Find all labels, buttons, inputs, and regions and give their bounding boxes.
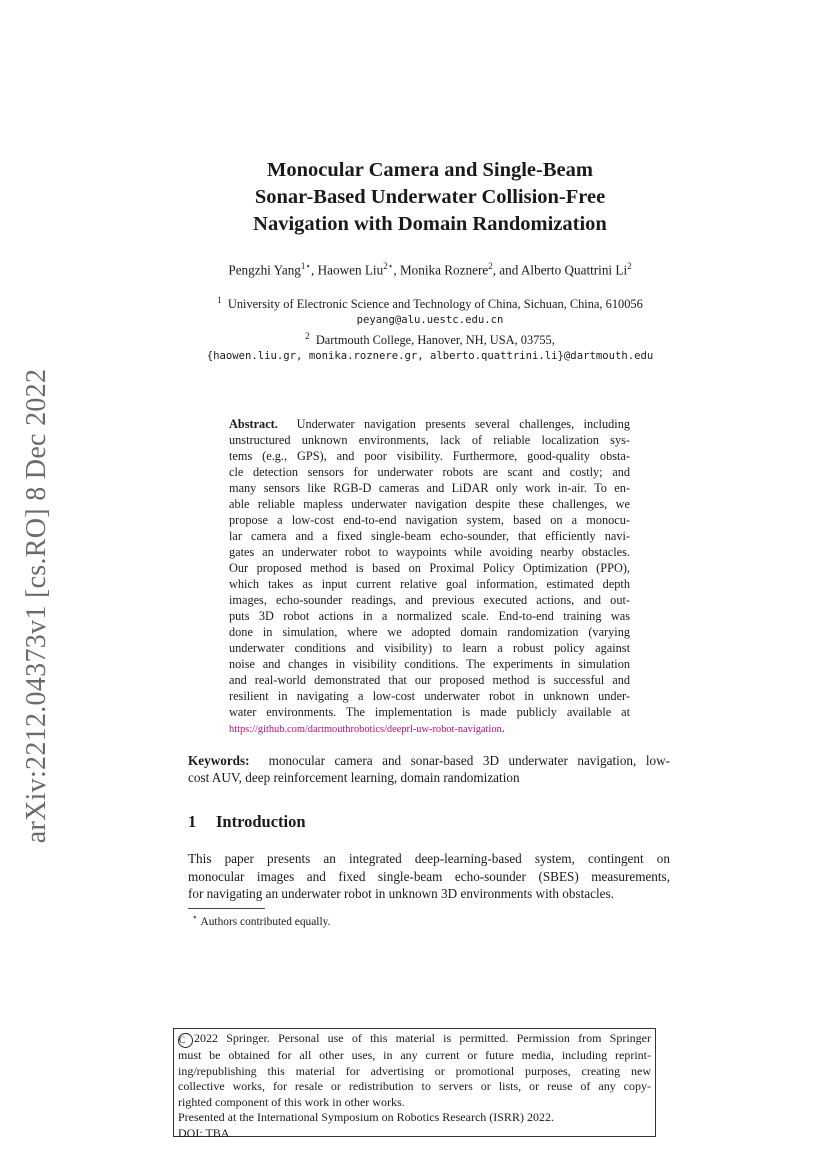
abstract-line: many sensors like RGB-D cameras and LiDAR only work in-air. To en- xyxy=(229,481,630,495)
author-separator: , and xyxy=(492,262,521,278)
arxiv-id[interactable]: arXiv:2212.04373v1 [cs.RO] 8 Dec 2022 xyxy=(21,368,52,844)
keywords-label: Keywords: xyxy=(188,753,250,768)
footnote xyxy=(192,912,330,928)
intro-line: This paper presents an integrated deep-learning-based system, contingent on xyxy=(188,851,670,866)
github-link[interactable]: https://github.com/dartmouthrobotics/deeprl-uw-robot-navigation xyxy=(229,724,502,735)
paper-title xyxy=(180,157,680,238)
affiliation-text: University of Electronic Science and Technology of China, Sichuan, China, 610056 xyxy=(227,297,643,312)
author-separator: , xyxy=(393,262,400,278)
keywords-line: cost AUV, deep reinforcement learning, domain randomization xyxy=(188,770,520,785)
author-separator: , xyxy=(311,262,318,278)
title-line: Monocular Camera and Single-Beam xyxy=(267,159,593,181)
intro-line: monocular images and fixed single-beam echo-sounder (SBES) measurements, xyxy=(188,868,670,884)
copyright-line: righted component of this work in other works. xyxy=(178,1094,405,1109)
abstract-line: water environments. The implementation is made publicly available at xyxy=(229,705,630,719)
section-heading xyxy=(188,812,306,832)
author-name: Alberto Quattrini Li xyxy=(520,262,628,278)
affiliation-number: 1 xyxy=(217,295,222,305)
affiliations xyxy=(150,292,710,364)
copyright-line: ing/republishing this material for advertising or promotional purposes, creating new xyxy=(178,1063,651,1078)
abstract-line: lar camera and a fixed single-beam echo-sounder, that efficiently navi- xyxy=(229,529,630,543)
affiliation-text: Dartmouth College, Hanover, NH, USA, 03755, xyxy=(315,333,555,348)
abstract-line: propose a low-cost end-to-end navigation system, based on a monocu- xyxy=(229,513,630,527)
affiliation-email[interactable]: peyang@alu.uestc.edu.cn xyxy=(356,314,504,327)
author-name: Haowen Liu xyxy=(317,262,384,278)
intro-line: for navigating an underwater robot in unknown 3D environments with obstacles. xyxy=(188,886,614,901)
title-line: Sonar-Based Underwater Collision-Free xyxy=(254,186,606,208)
abstract-line: puts 3D robot actions in a normalized scale. End-to-end training was xyxy=(229,609,630,623)
abstract-line: Our proposed method is based on Proximal Policy Optimization (PPO), xyxy=(229,561,630,575)
affiliation-number: 2 xyxy=(305,331,310,342)
section-title: Introduction xyxy=(216,812,306,831)
author-affil-mark: 2 xyxy=(488,261,493,271)
abstract-line: underwater conditions and visibility) to learn a robust policy against xyxy=(229,641,630,655)
author-name: Monika Roznere xyxy=(399,262,489,278)
abstract-label: Abstract. xyxy=(229,417,278,431)
copyright-line: DOI: TBA xyxy=(178,1125,230,1140)
abstract-line: images, echo-sounder readings, and previous executed actions, and out- xyxy=(229,593,630,607)
arxiv-stamp xyxy=(20,368,54,844)
footnote-rule xyxy=(188,908,265,909)
copyright-line: C 2022 Springer. Personal use of this material is permitted. Permission from Springer xyxy=(178,1031,655,1048)
affiliation-email[interactable]: {haowen.liu.gr, monika.roznere.gr, alberto.quattrini.li}@dartmouth.edu xyxy=(206,350,654,363)
abstract-line: cle detection sensors for underwater robots are scant and costly; and xyxy=(229,465,630,479)
abstract-line: tems (e.g., GPS), and poor visibility. Furthermore, good-quality obsta- xyxy=(229,449,630,463)
abstract-line: https://github.com/dartmouthrobotics/deeprl-uw-robot-navigation. xyxy=(229,721,505,735)
abstract-line: gates an underwater robot to waypoints while avoiding nearby obstacles. xyxy=(229,545,630,559)
affiliation-1 xyxy=(150,292,710,312)
keywords-line: Keywords: monocular camera and sonar-based 3D underwater navigation, low- xyxy=(188,753,671,768)
abstract-line: and real-world demonstrated that our proposed method is successful and xyxy=(229,673,630,687)
copyright-line: collective works, for resale or redistribution to servers or lists, or reuse of any copy- xyxy=(178,1079,651,1094)
abstract-line: unstructured unknown environments, lack of reliable localization sys- xyxy=(229,433,630,447)
abstract-line: Abstract. Underwater navigation presents several challenges, including xyxy=(229,417,630,431)
title-line: Navigation with Domain Randomization xyxy=(253,213,607,235)
author-affil-mark: 2 xyxy=(627,261,632,271)
footnote-text: Authors contributed equally. xyxy=(200,915,331,928)
author-name: Pengzhi Yang xyxy=(228,262,301,278)
copyright-line: must be obtained for all other uses, in any current or future media, including reprint- xyxy=(178,1048,651,1062)
footnote-mark: ⋆ xyxy=(192,912,198,922)
author-affil-mark: 2⋆ xyxy=(383,261,394,271)
abstract-line: able reliable mapless underwater navigation despite these challenges, we xyxy=(229,497,630,511)
copyright-box xyxy=(173,1028,656,1140)
intro-paragraph xyxy=(188,850,670,903)
author-list xyxy=(150,261,710,278)
copyright-icon: C xyxy=(178,1033,193,1048)
abstract-line: which takes as input current relative goal information, estimated depth xyxy=(229,577,630,591)
abstract xyxy=(229,416,630,736)
keywords xyxy=(188,752,670,786)
copyright-line: Presented at the International Symposium on Robotics Research (ISRR) 2022. xyxy=(178,1110,554,1125)
abstract-line: resilient in navigating a low-cost underwater robot in unknown under- xyxy=(229,689,630,703)
abstract-line: done in simulation, where we adopted domain randomization (varying xyxy=(229,625,630,639)
affiliation-2 xyxy=(150,328,710,348)
section-number: 1 xyxy=(188,812,197,831)
abstract-line: noise and changes in visibility conditions. The experiments in simulation xyxy=(229,657,630,671)
author-affil-mark: 1⋆ xyxy=(300,261,312,271)
